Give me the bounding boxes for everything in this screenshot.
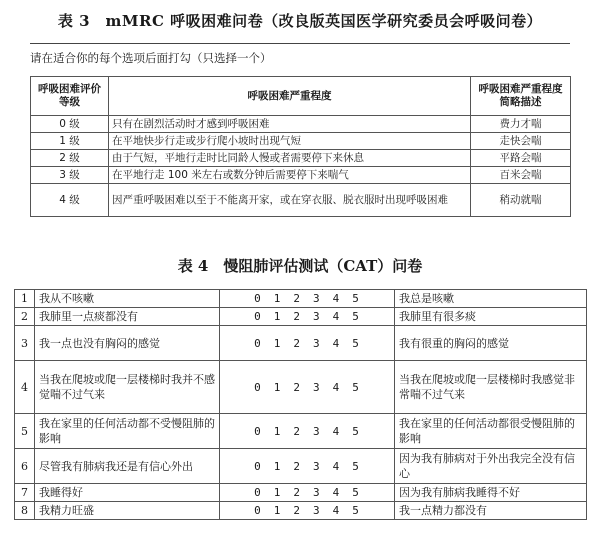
table-row	[15, 414, 587, 449]
grade-cell: 3 级	[31, 167, 109, 184]
grade-cell: 2 级	[31, 150, 109, 167]
item-number: 2	[15, 308, 35, 326]
table-row	[31, 167, 571, 184]
table3-instruction: 请在适合你的每个选项后面打勾（只选择一个）	[30, 51, 272, 65]
brief-cell: 稍动就喘	[471, 184, 571, 217]
severity-cell: 只有在剧烈活动时才感到呼吸困难	[109, 116, 471, 133]
table-row	[15, 308, 587, 326]
table3-title: 表 3 mMRC 呼吸困难问卷（改良版英国医学研究委员会呼吸问卷）	[57, 12, 543, 30]
severity-cell: 由于气短，平地行走时比同龄人慢或者需要停下来休息	[109, 150, 471, 167]
grade-cell: 1 级	[31, 133, 109, 150]
left-statement: 尽管我有肺病我还是有信心外出	[35, 449, 220, 484]
score-scale[interactable]: 0 1 2 3 4 5	[220, 502, 395, 520]
header-grade: 呼吸困难评价等级	[31, 77, 109, 116]
severity-cell: 在平地快步行走或步行爬小坡时出现气短	[109, 133, 471, 150]
right-statement: 我总是咳嗽	[395, 290, 587, 308]
score-scale[interactable]: 0 1 2 3 4 5	[220, 414, 395, 449]
brief-cell: 平路会喘	[471, 150, 571, 167]
score-scale[interactable]: 0 1 2 3 4 5	[220, 449, 395, 484]
right-statement: 因为我有肺病对于外出我完全没有信心	[395, 449, 587, 484]
mmrc-table	[30, 76, 571, 217]
table-row	[15, 361, 587, 414]
right-statement: 当我在爬坡或爬一层楼梯时我感觉非常喘不过气来	[395, 361, 587, 414]
score-scale[interactable]: 0 1 2 3 4 5	[220, 484, 395, 502]
score-scale[interactable]: 0 1 2 3 4 5	[220, 308, 395, 326]
left-statement: 我肺里一点痰都没有	[35, 308, 220, 326]
item-number: 3	[15, 326, 35, 361]
table-row	[15, 326, 587, 361]
severity-cell: 因严重呼吸困难以至于不能离开家，或在穿衣服、脱衣服时出现呼吸困难	[109, 184, 471, 217]
left-statement: 我从不咳嗽	[35, 290, 220, 308]
table4-title: 表 4 慢阻肺评估测试（CAT）问卷	[177, 257, 423, 275]
item-number: 5	[15, 414, 35, 449]
item-number: 8	[15, 502, 35, 520]
brief-cell: 费力才喘	[471, 116, 571, 133]
left-statement: 我精力旺盛	[35, 502, 220, 520]
table-row	[31, 184, 571, 217]
table-row	[31, 133, 571, 150]
left-statement: 我在家里的任何活动都不受慢阻肺的影响	[35, 414, 220, 449]
score-scale[interactable]: 0 1 2 3 4 5	[220, 361, 395, 414]
title-underline	[30, 43, 570, 44]
mmrc-header-row	[31, 77, 571, 116]
table-row	[15, 502, 587, 520]
right-statement: 我肺里有很多痰	[395, 308, 587, 326]
cat-table	[14, 289, 587, 520]
item-number: 6	[15, 449, 35, 484]
header-brief: 呼吸困难严重程度简略描述	[471, 77, 571, 116]
right-statement: 我在家里的任何活动都很受慢阻肺的影响	[395, 414, 587, 449]
header-severity: 呼吸困难严重程度	[109, 77, 471, 116]
item-number: 4	[15, 361, 35, 414]
right-statement: 我一点精力都没有	[395, 502, 587, 520]
brief-cell: 百米会喘	[471, 167, 571, 184]
score-scale[interactable]: 0 1 2 3 4 5	[220, 290, 395, 308]
grade-cell: 0 级	[31, 116, 109, 133]
item-number: 1	[15, 290, 35, 308]
left-statement: 我一点也没有胸闷的感觉	[35, 326, 220, 361]
grade-cell: 4 级	[31, 184, 109, 217]
brief-cell: 走快会喘	[471, 133, 571, 150]
table-row	[31, 116, 571, 133]
left-statement: 我睡得好	[35, 484, 220, 502]
table-row	[15, 290, 587, 308]
right-statement: 我有很重的胸闷的感觉	[395, 326, 587, 361]
left-statement: 当我在爬坡或爬一层楼梯时我并不感觉喘不过气来	[35, 361, 220, 414]
table-row	[15, 484, 587, 502]
item-number: 7	[15, 484, 35, 502]
severity-cell: 在平地行走 100 米左右或数分钟后需要停下来喘气	[109, 167, 471, 184]
score-scale[interactable]: 0 1 2 3 4 5	[220, 326, 395, 361]
table-row	[31, 150, 571, 167]
table-row	[15, 449, 587, 484]
right-statement: 因为我有肺病我睡得不好	[395, 484, 587, 502]
